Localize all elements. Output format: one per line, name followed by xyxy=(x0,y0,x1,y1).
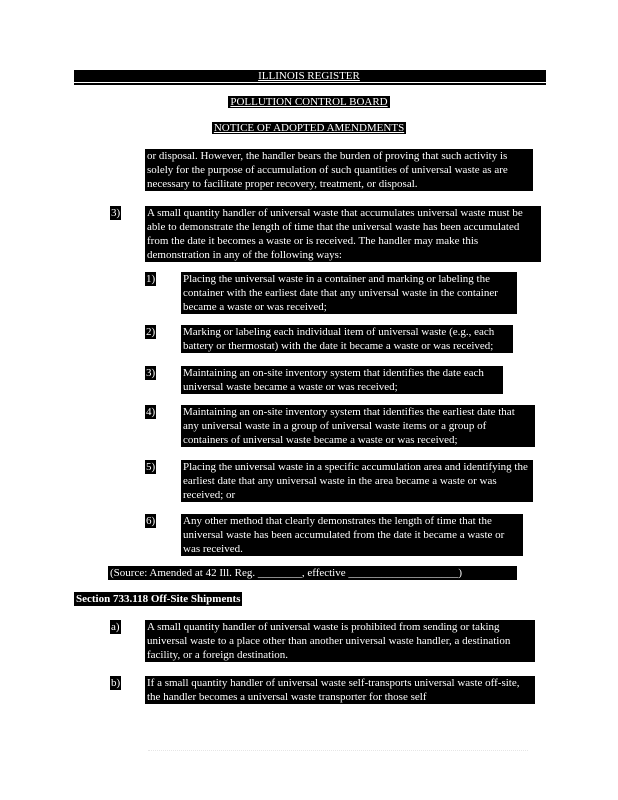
continuation-paragraph: or disposal. However, the handler bears the burden of proving that such activity is solely for the purpose of accumulation of such quantities of universal waste as are necessary to facilitate proper recovery, treatment, or disposal. xyxy=(145,149,533,191)
board-title: POLLUTION CONTROL BOARD xyxy=(230,96,388,108)
subitem-5-text: Placing the universal waste in a specific accumulation area and identifying the earliest date that any universal waste in the area became a waste or was received; or xyxy=(181,460,533,502)
subitem-2-text: Marking or labeling each individual item of universal waste (e.g., each battery or thermostat) with the date it became a waste or was received; xyxy=(181,325,513,353)
subitem-1-text: Placing the universal waste in a container and marking or labeling the container with the earliest date that any universal waste in the container became a waste or was received; xyxy=(181,272,517,314)
section-heading: Section 733.118 Off-Site Shipments xyxy=(76,593,241,605)
section-item-b-text: If a small quantity handler of universal waste self-transports universal waste off-site, the handler becomes a universal waste transporter for those self xyxy=(145,676,535,704)
page-footer-rule xyxy=(148,744,528,751)
item-3-number: 3) xyxy=(111,207,121,219)
section-item-b-number: b) xyxy=(111,677,121,689)
source-note: (Source: Amended at 42 Ill. Reg. ________, effective ____________________) xyxy=(108,566,517,580)
subitem-3-text: Maintaining an on-site inventory system that identifies the date each universal waste became a waste or was received; xyxy=(181,366,503,394)
register-title: ILLINOIS REGISTER xyxy=(258,70,360,82)
subitem-1-number: 1) xyxy=(146,273,156,285)
item-3-paragraph: A small quantity handler of universal waste that accumulates universal waste must be able to demonstrate the length of time that the universal waste has been accumulated from the date it becomes a waste or is received. The handler may make this demonstration in any of the following ways: xyxy=(145,206,541,262)
subitem-6-number: 6) xyxy=(146,515,156,527)
subitem-4-number: 4) xyxy=(146,406,156,418)
subitem-5-number: 5) xyxy=(146,461,156,473)
subitem-3-number: 3) xyxy=(146,367,156,379)
notice-title: NOTICE OF ADOPTED AMENDMENTS xyxy=(213,122,405,134)
subitem-6-text: Any other method that clearly demonstrates the length of time that the universal waste has been accumulated from the date it became a waste or was received. xyxy=(181,514,523,556)
subitem-4-text: Maintaining an on-site inventory system that identifies the earliest date that any universal waste in a group of universal waste items or a group of containers of universal waste became a waste or was received; xyxy=(181,405,535,447)
section-item-a-text: A small quantity handler of universal waste is prohibited from sending or taking universal waste to a place other than another universal waste handler, a destination facility, or a foreign destination. xyxy=(145,620,535,662)
subitem-2-number: 2) xyxy=(146,326,156,338)
section-item-a-number: a) xyxy=(111,621,120,633)
